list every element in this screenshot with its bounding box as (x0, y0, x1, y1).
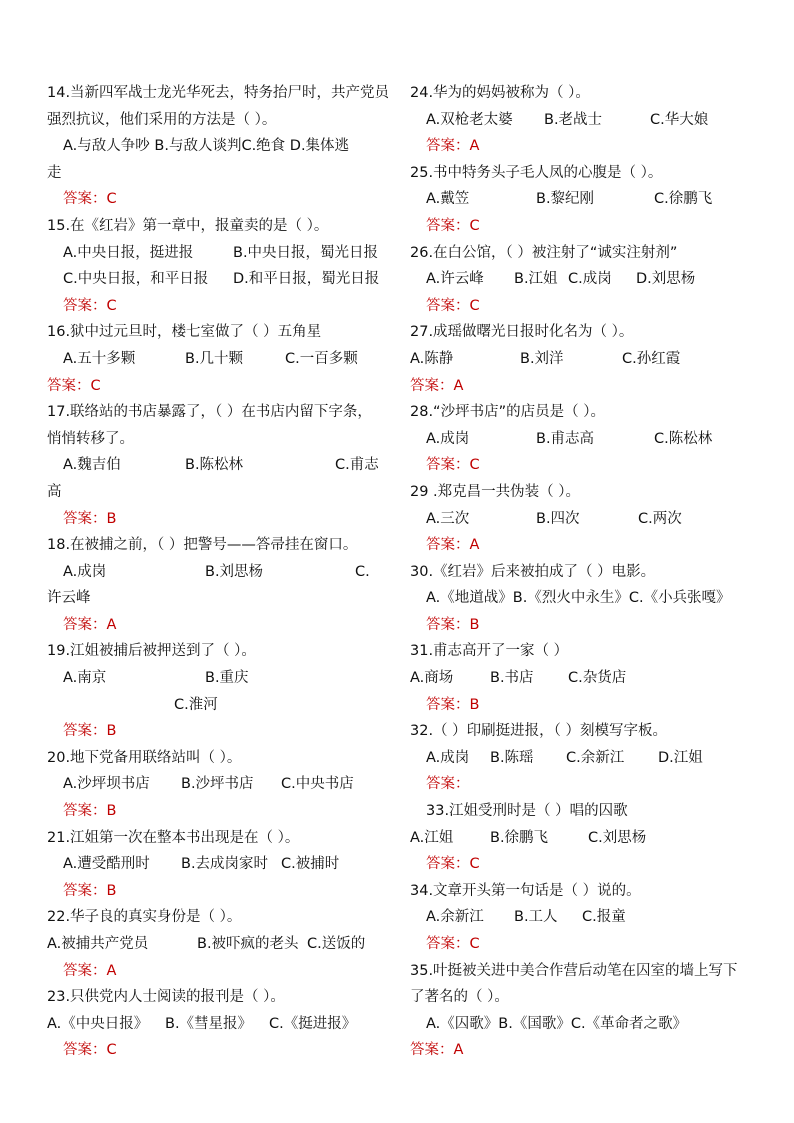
question-text: 14.当新四军战士龙光华死去，特务抬尸时，共产党员 (47, 85, 390, 101)
option-a: A.余新江 (426, 909, 484, 926)
options (410, 107, 750, 134)
question-33 (410, 798, 750, 878)
option-b: B.工人 (514, 909, 558, 926)
question-32 (410, 718, 750, 798)
question-21 (47, 825, 395, 905)
option-a: A.中央日报，挺进报 (63, 244, 194, 261)
answer: 答案：C (63, 191, 117, 208)
answer: 答案： (426, 776, 470, 793)
question-26 (410, 240, 750, 320)
question-text: 强烈抗议，他们采用的方法是（ ）。 (47, 111, 277, 128)
option-c: C.《挺进报》 (269, 1015, 357, 1032)
option-a: A.江姐 (410, 829, 454, 846)
options (47, 851, 395, 878)
question-text: 17.联络站的书店暴露了，（ ）在书店内留下字条， (47, 404, 372, 421)
answer: 答案：A (426, 537, 480, 554)
option-c: C.徐鹏飞 (654, 191, 713, 208)
question-17 (47, 399, 395, 532)
options: A.《囚歌》B.《国歌》C.《革命者之歌》 (426, 1015, 688, 1032)
option-c: C.淮河 (174, 696, 218, 713)
option-b: B.老战士 (544, 111, 603, 128)
option-a: A.陈静 (410, 350, 454, 367)
options: 高 (47, 483, 62, 500)
option-b: B.陈瑶 (490, 749, 534, 766)
question-20 (47, 745, 395, 825)
option-c: C.陈松林 (654, 430, 713, 447)
answer: 答案：C (426, 936, 480, 952)
question-text: 悄悄转移了。 (47, 430, 134, 447)
answer: 答案：B (63, 882, 117, 899)
options (47, 771, 395, 798)
options (47, 452, 395, 479)
options: 走 (47, 164, 62, 181)
options (410, 426, 750, 453)
option-c: C.成岗 (568, 271, 612, 288)
options: A.《地道战》B.《烈火中永生》C.《小兵张嘎》 (426, 590, 731, 607)
answer: 答案：A (410, 1042, 464, 1059)
option-b: B.被吓疯的老头 (197, 936, 299, 952)
option-b: B.沙坪书店 (181, 776, 254, 793)
option-a: A.商场 (410, 670, 454, 687)
option-b: B.陈松林 (185, 457, 244, 474)
question-19 (47, 638, 395, 744)
question-text: 15.在《红岩》第一章中，报童卖的是（ ）。 (47, 217, 329, 234)
options (47, 240, 395, 267)
options (410, 266, 750, 293)
answer: 答案：C (426, 856, 480, 873)
option-d: D.和平日报，蜀光日报 (233, 271, 380, 288)
options: A.与敌人争吵 B.与敌人谈判C.绝食 D.集体逃 (63, 138, 350, 155)
option-c: C.被捕时 (281, 856, 340, 873)
option-b: B.重庆 (205, 670, 249, 687)
question-text: 33.江姐受刑时是（ ）唱的囚歌 (426, 803, 628, 820)
option-b: B.黎纪刚 (536, 191, 595, 208)
question-text: 34.文章开头第一句话是（ ）说的。 (410, 882, 641, 899)
option-a: A.南京 (63, 670, 107, 687)
question-text: 30.《红岩》后来被拍成了（ ）电影。 (410, 563, 656, 580)
option-a: A.被捕共产党员 (47, 936, 149, 952)
question-text: 19.江姐被捕后被押送到了（ ）。 (47, 643, 256, 660)
option-a: A.魏吉伯 (63, 457, 121, 474)
option-b: B.甫志高 (536, 430, 595, 447)
option-d: D.刘思杨 (636, 271, 696, 288)
question-31 (410, 638, 750, 718)
options (410, 904, 750, 931)
question-text: 了著名的（ ）。 (410, 989, 509, 1006)
options (410, 346, 750, 373)
answer: 答案：A (410, 377, 464, 394)
question-30 (410, 559, 750, 639)
option-b: B.几十颗 (185, 350, 244, 367)
option-c: C.送饭的 (307, 936, 366, 952)
question-text: 27.成瑶做曙光日报时化名为（ ）。 (410, 324, 634, 341)
answer: 答案：C (426, 217, 480, 234)
option-c: C.中央日报，和平日报 (63, 271, 209, 288)
option-b: B.徐鹏飞 (490, 829, 549, 846)
option-c: C.两次 (638, 510, 682, 527)
option-c: C.余新江 (566, 749, 625, 766)
options (410, 506, 750, 533)
option-c: C.甫志 (335, 457, 379, 474)
question-28 (410, 399, 750, 479)
option-a: A.遭受酷刑时 (63, 856, 150, 873)
question-18 (47, 532, 395, 638)
options (47, 665, 395, 692)
question-text: 28.“沙坪书店”的店员是（ ）。 (410, 404, 605, 421)
option-c: C.报童 (582, 909, 626, 926)
answer: 答案：A (63, 616, 117, 633)
question-29 (410, 479, 750, 559)
question-text: 22.华子良的真实身份是（ ）。 (47, 909, 242, 926)
answer: 答案：C (426, 457, 480, 474)
question-14 (47, 80, 395, 213)
options (410, 665, 750, 692)
answer: 答案：C (426, 297, 480, 314)
answer: 答案：B (63, 510, 117, 527)
option-b: B.《彗星报》 (165, 1015, 253, 1032)
answer: 答案：B (63, 723, 117, 740)
option-d: D.江姐 (658, 749, 703, 766)
question-text: 21.江姐第一次在整本书出现是在（ ）。 (47, 829, 300, 846)
options: 许云峰 (47, 590, 91, 607)
question-text: 24.华为的妈妈被称为（ ）。 (410, 85, 590, 101)
question-text: 26.在白公馆，（ ）被注射了“诚实注射剂” (410, 244, 678, 261)
options (410, 186, 750, 213)
answer: 答案：B (426, 616, 480, 633)
option-c: C.中央书店 (281, 776, 354, 793)
option-c: C. (355, 563, 370, 580)
option-a: A.成岗 (63, 563, 107, 580)
question-text: 23.只供党内人士阅读的报刊是（ ）。 (47, 989, 285, 1006)
option-c: C.一百多颗 (285, 350, 358, 367)
option-b: B.刘洋 (520, 350, 564, 367)
question-text: 25.书中特务头子毛人凤的心腹是（ ）。 (410, 164, 663, 181)
answer: 答案：C (47, 377, 101, 394)
question-34 (410, 878, 750, 958)
question-23 (47, 984, 395, 1064)
question-text: 32.（ ）印刷挺进报，（ ）刻模写字板。 (410, 723, 668, 740)
question-35 (410, 958, 750, 1064)
option-a: A.许云峰 (426, 271, 484, 288)
options (47, 931, 395, 958)
option-b: B.去成岗家时 (181, 856, 269, 873)
answer: 答案：C (63, 297, 117, 314)
options (410, 745, 750, 772)
left-column (47, 80, 395, 1064)
question-24 (410, 80, 750, 160)
options (47, 1011, 395, 1038)
question-25 (410, 160, 750, 240)
option-c: C.华大娘 (650, 111, 709, 128)
question-22 (47, 904, 395, 984)
option-a: A.《中央日报》 (47, 1015, 149, 1032)
question-text: 35.叶挺被关进中美合作营后动笔在囚室的墙上写下 (410, 962, 738, 979)
answer: 答案：A (426, 138, 480, 155)
option-b: B.书店 (490, 670, 534, 687)
options (47, 266, 395, 293)
option-a: A.沙坪坝书店 (63, 776, 150, 793)
question-27 (410, 319, 750, 399)
question-text: 29 .郑克昌一共伪装（ ）。 (410, 483, 581, 500)
option-b: B.四次 (536, 510, 580, 527)
option-b: B.中央日报，蜀光日报 (233, 244, 379, 261)
question-16 (47, 319, 395, 399)
question-text: 16.狱中过元旦时，楼七室做了（ ）五角星 (47, 324, 322, 341)
option-a: A.成岗 (426, 430, 470, 447)
question-text: 18.在被捕之前，（ ）把警号——答帚挂在窗口。 (47, 537, 358, 554)
question-text: 31.甫志高开了一家（ ） (410, 643, 569, 660)
option-c: C.杂货店 (568, 670, 627, 687)
answer: 答案：A (63, 962, 117, 979)
question-text: 20.地下党备用联络站叫（ ）。 (47, 749, 242, 766)
option-a: A.双枪老太婆 (426, 111, 513, 128)
option-c: C.刘思杨 (588, 829, 647, 846)
question-15 (47, 213, 395, 319)
answer: 答案：B (63, 803, 117, 820)
option-a: A.戴笠 (426, 191, 470, 208)
option-c: C.孙红霞 (622, 350, 681, 367)
option-b: B.刘思杨 (205, 563, 264, 580)
right-column (410, 80, 750, 1064)
options (47, 346, 395, 373)
options (410, 825, 750, 852)
answer: 答案：B (426, 696, 480, 713)
option-a: A.三次 (426, 510, 470, 527)
option-b: B.江姐 (514, 271, 558, 288)
option-a: A.成岗 (426, 749, 470, 766)
option-a: A.五十多颗 (63, 350, 136, 367)
answer: 答案：C (63, 1042, 117, 1059)
options (47, 559, 395, 586)
